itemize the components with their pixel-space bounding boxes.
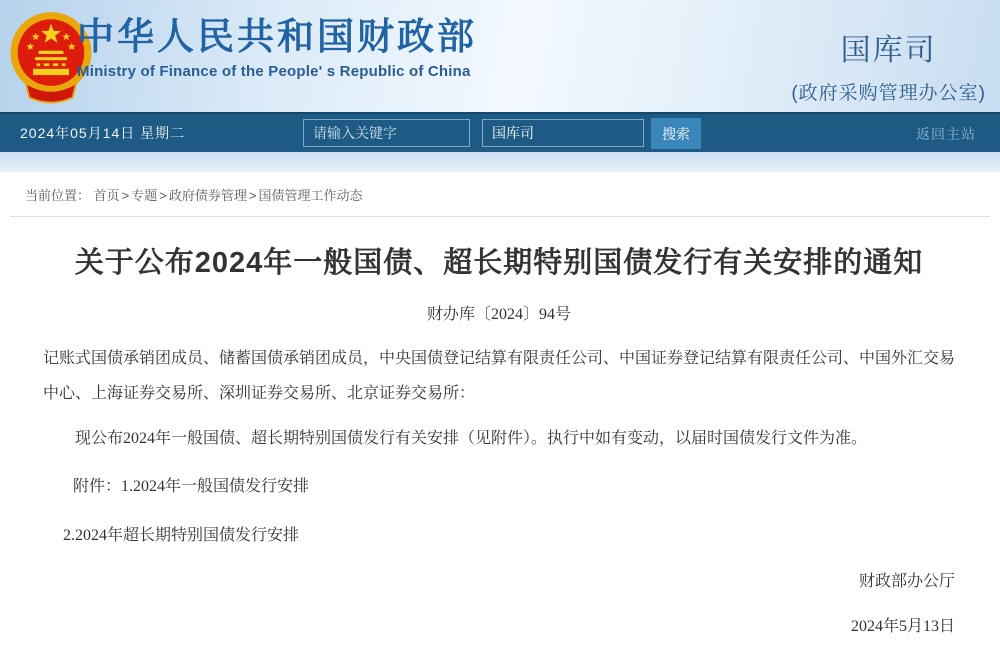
body-paragraph: 现公布2024年一般国债、超长期特别国债发行有关安排（见附件）。执行中如有变动，以届时国债发行文件为准。 xyxy=(75,429,868,447)
site-subtitle: Ministry of Finance of the People' s Republic of China xyxy=(77,62,471,80)
department-name: 国库司 xyxy=(840,34,937,67)
department-block xyxy=(791,25,986,105)
notice-document xyxy=(0,243,1000,644)
breadcrumb-item-bond-management[interactable]: 政府债券管理 xyxy=(168,188,247,203)
search-input[interactable] xyxy=(303,119,470,147)
department-subname: (政府采购管理办公室) xyxy=(791,83,986,104)
header-bottom-strip xyxy=(0,152,1000,172)
breadcrumb-separator: > xyxy=(248,188,257,203)
breadcrumb-item-work-news[interactable]: 国债管理工作动态 xyxy=(258,188,363,203)
brand xyxy=(77,17,477,80)
breadcrumb-item-topics[interactable]: 专题 xyxy=(131,188,158,203)
notice-title: 关于公布2024年一般国债、超长期特别国债发行有关安排的通知 xyxy=(74,247,924,279)
current-date: 2024年05月14日 星期二 xyxy=(20,125,186,141)
recipients-paragraph: 记账式国债承销团成员、储蓄国债承销团成员，中央国债登记结算有限责任公司、中国证券登记结算有限责任公司、中国外汇交易中心、上海证券交易所、深圳证券交易所、北京证券交易所： xyxy=(43,349,956,402)
breadcrumb-separator: > xyxy=(159,188,167,203)
site-header xyxy=(0,0,1000,112)
return-home-link[interactable]: 返回主站 xyxy=(916,126,976,142)
breadcrumb xyxy=(0,172,1000,216)
breadcrumb-divider xyxy=(10,216,990,217)
search-scope-input[interactable] xyxy=(482,119,644,147)
doc-number: 财办库〔2024〕94号 xyxy=(426,305,571,323)
attachment-line-1: 附件：1.2024年一般国债发行安排 xyxy=(73,477,310,495)
issue-date: 2024年5月13日 xyxy=(850,617,955,635)
nav-bar xyxy=(0,112,1000,152)
breadcrumb-item-home[interactable]: 首页 xyxy=(93,188,120,203)
site-title: 中华人民共和国财政部 xyxy=(77,16,477,57)
breadcrumb-separator: > xyxy=(121,188,130,203)
breadcrumb-label: 当前位置： xyxy=(25,188,91,203)
attachment-line-2: 2.2024年超长期特别国债发行安排 xyxy=(63,526,300,544)
search-button[interactable]: 搜索 xyxy=(651,118,701,149)
issuer: 财政部办公厅 xyxy=(858,572,955,590)
